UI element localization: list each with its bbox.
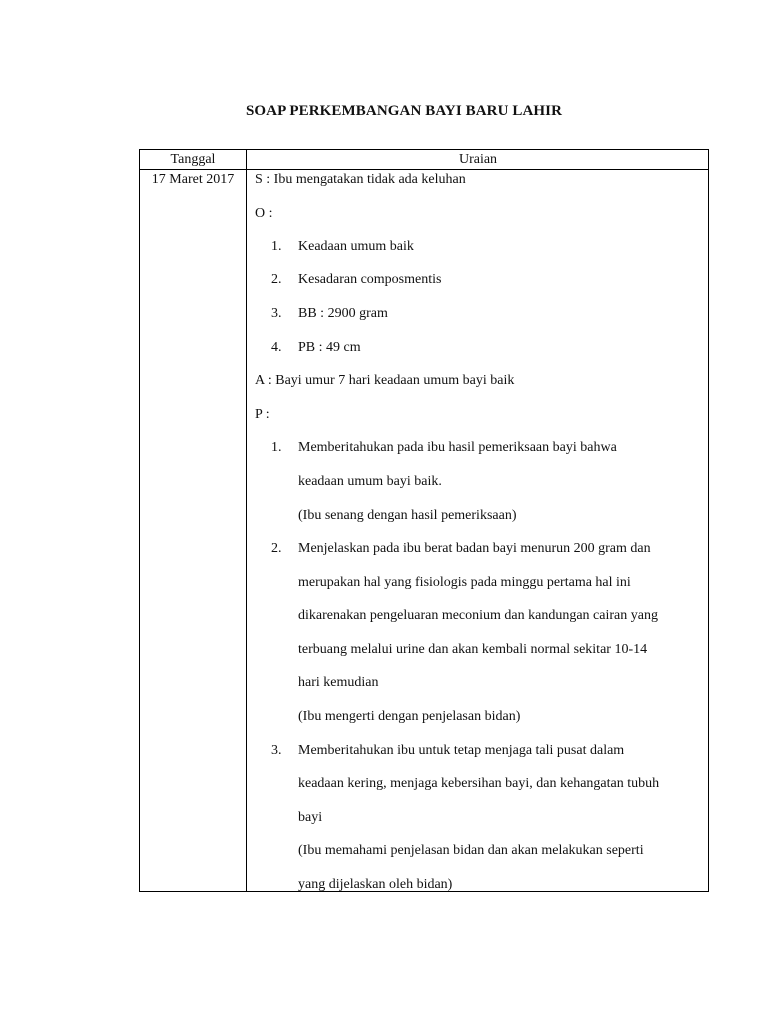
plan-item-response: (Ibu memahami penjelasan bidan dan akan melakukan seperti	[298, 843, 644, 858]
plan-item-text: Memberitahukan pada ibu hasil pemeriksaan bayi bahwa	[298, 440, 617, 455]
plan-item-text: bayi	[298, 810, 323, 825]
plan-item-text: terbuang melalui urine dan akan kembali normal sekitar 10-14	[298, 642, 648, 657]
objective-item-number: 1.	[271, 239, 282, 254]
objective-item-number: 2.	[271, 272, 282, 287]
plan-item-text: hari kemudian	[298, 675, 379, 690]
column-header-uraian: Uraian	[458, 152, 498, 167]
plan-item-text: keadaan kering, menjaga kebersihan bayi, dan kehangatan tubuh	[298, 776, 660, 791]
column-header-tanggal: Tanggal	[170, 152, 216, 167]
plan-item-text: merupakan hal yang fisiologis pada minggu pertama hal ini	[298, 575, 631, 590]
objective-item-number: 3.	[271, 306, 282, 321]
document-title: SOAP PERKEMBANGAN BAYI BARU LAHIR	[245, 103, 563, 119]
header-divider	[140, 169, 708, 170]
objective-label: O :	[255, 206, 273, 221]
plan-label: P :	[255, 407, 270, 422]
plan-item-text: Menjelaskan pada ibu berat badan bayi menurun 200 gram dan	[298, 541, 651, 556]
plan-item-text: keadaan umum bayi baik.	[298, 474, 442, 489]
soap-table	[139, 149, 709, 892]
objective-item-number: 4.	[271, 340, 282, 355]
plan-item-response: (Ibu senang dengan hasil pemeriksaan)	[298, 508, 517, 523]
plan-item-number: 3.	[271, 743, 282, 758]
plan-item-number: 2.	[271, 541, 282, 556]
plan-item-response: yang dijelaskan oleh bidan)	[298, 877, 453, 892]
plan-item-text: dikarenakan pengeluaran meconium dan kandungan cairan yang	[298, 608, 658, 623]
plan-item-response: (Ibu mengerti dengan penjelasan bidan)	[298, 709, 521, 724]
objective-item-text: PB : 49 cm	[298, 340, 361, 355]
subjective-line: S : Ibu mengatakan tidak ada keluhan	[255, 172, 466, 187]
objective-item-text: Keadaan umum baik	[298, 239, 414, 254]
plan-item-number: 1.	[271, 440, 282, 455]
column-divider	[246, 150, 247, 891]
assessment-line: A : Bayi umur 7 hari keadaan umum bayi baik	[255, 373, 515, 388]
objective-item-text: Kesadaran composmentis	[298, 272, 442, 287]
plan-item-text: Memberitahukan ibu untuk tetap menjaga tali pusat dalam	[298, 743, 625, 758]
date-cell: 17 Maret 2017	[151, 172, 235, 187]
objective-item-text: BB : 2900 gram	[298, 306, 388, 321]
